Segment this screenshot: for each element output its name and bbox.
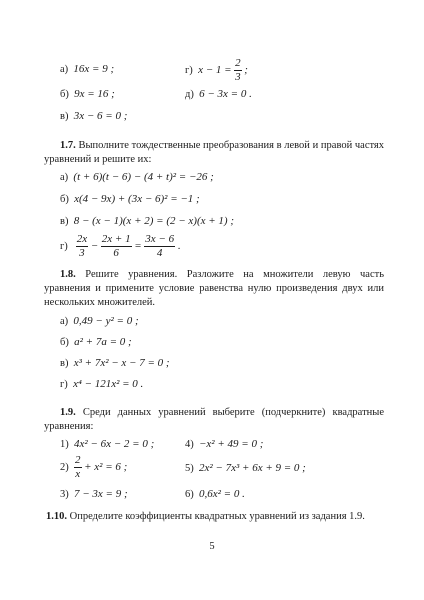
exercise-1-8-item-a: а) 0,49 − y² = 0 ; — [60, 315, 139, 327]
top-item-b: б) 9x = 16 ; — [60, 88, 115, 100]
exercise-1-8-item-g: г) x⁴ − 121x² = 0 . — [60, 378, 144, 390]
exercise-1-9-item-2: 2) $\frac{2}{x}$ + x² = 6 ; — [60, 454, 128, 480]
exercise-1-9-text: 1.9. Среди данных уравнений выберите (подчеркните) квадратные уравнения: — [44, 407, 384, 432]
exercise-1-9-item-1: 1) 4x² − 6x − 2 = 0 ; — [60, 438, 155, 450]
exercise-1-10-text: 1.10. Определите коэффициенты квадратных уравнений из задания 1.9. — [46, 511, 365, 522]
top-item-d: д) 6 − 3x = 0 . — [185, 88, 252, 100]
exercise-1-8-item-v: в) x³ + 7x² − x − 7 = 0 ; — [60, 357, 170, 369]
page-number: 5 — [209, 541, 215, 552]
exercise-1-8-item-b: б) a² + 7a = 0 ; — [60, 336, 132, 348]
exercise-1-9-item-6: 6) 0,6x² = 0 . — [185, 488, 245, 500]
exercise-1-8-text: 1.8. Решите уравнения. Разложите на множители левую часть уравнения и примените условие равенства нулю произведения двух или нескольких множителей. — [44, 269, 385, 308]
top-item-v: в) 3x − 6 = 0 ; — [60, 110, 128, 122]
exercise-1-7-item-a: а) (t + 6)(t − 6) − (4 + t)² = −26 ; — [60, 171, 214, 183]
top-item-g: г) x − 1 = $\frac{2}{3}$ ; — [185, 57, 248, 83]
exercise-1-7-text: 1.7. Выполните тождественные преобразования в левой и правой частях уравнений и решите их: — [44, 140, 385, 165]
exercise-1-7-item-g: г) $\frac{2x}{3}$ − $\frac{2x + 1}{6}$ = $\frac{3x - 6}{4}$ . — [60, 233, 181, 259]
exercise-1-9-item-3: 3) 7 − 3x = 9 ; — [60, 488, 128, 500]
exercise-1-7-item-b: б) x(4 − 9x) + (3x − 6)² = −1 ; — [60, 193, 200, 205]
exercise-1-9-item-5: 5) 2x² − 7x³ + 6x + 9 = 0 ; — [185, 462, 306, 474]
exercise-1-7-item-v: в) 8 − (x − 1)(x + 2) = (2 − x)(x + 1) ; — [60, 215, 235, 227]
exercise-1-9-item-4: 4) −x² + 49 = 0 ; — [185, 438, 264, 450]
top-item-a: а) 16x = 9 ; — [60, 63, 115, 75]
